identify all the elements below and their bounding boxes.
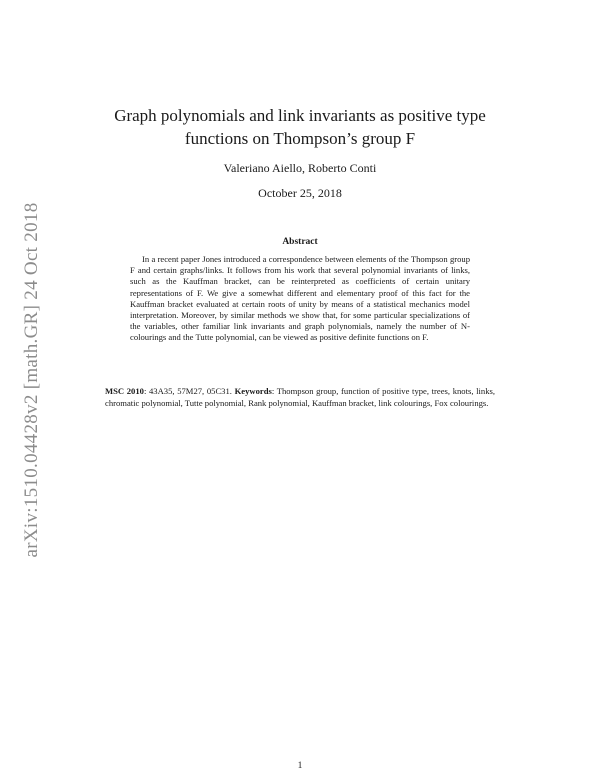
paper-title [90,104,510,150]
arxiv-identifier-stamp [12,195,52,565]
arxiv-identifier-text: arXiv:1510.04428v2 [math.GR] 24 Oct 2018 [21,202,42,558]
paper-authors: Valeriano Aiello, Roberto Conti [223,161,377,175]
keywords-label: Keywords [234,386,272,396]
title-line-1: Graph polynomials and link invariants as positive type [114,106,486,125]
title-line-2: functions on Thompson’s group F [184,129,416,148]
msc-keywords-block [105,385,495,409]
abstract-heading: Abstract [282,237,318,247]
page-number: 1 [297,761,303,771]
paper-date: October 25, 2018 [258,186,342,200]
keywords-list: : Thompson group, function of positive type, trees, knots, links, chromatic polynomial, Tutte polynomial, Rank polynomial, Kauffman bracket, link colourings, Fox colourings. [105,386,495,408]
msc-codes: : 43A35, 57M27, 05C31. [143,386,232,396]
msc-label: MSC 2010 [105,386,144,396]
abstract-body: In a recent paper Jones introduced a correspondence between elements of the Thompson group F and certain graphs/links. It follows from his work that several polynomial invariants of links, such as the Kauffman bracket, can be reinterpreted as coefficients of certain unitary representations of F. We give a somewhat different and elementary proof of this fact for the Kauffman bracket evaluated at certain roots of unity by means of a statistical mechanics model interpretation. Moreover, by similar methods we show that, for some particular specializations of the variables, other familiar link invariants and graph polynomials, namely the number of N-colourings and the Tutte polynomial, can be viewed as positive definite functions on F. [130,254,470,343]
